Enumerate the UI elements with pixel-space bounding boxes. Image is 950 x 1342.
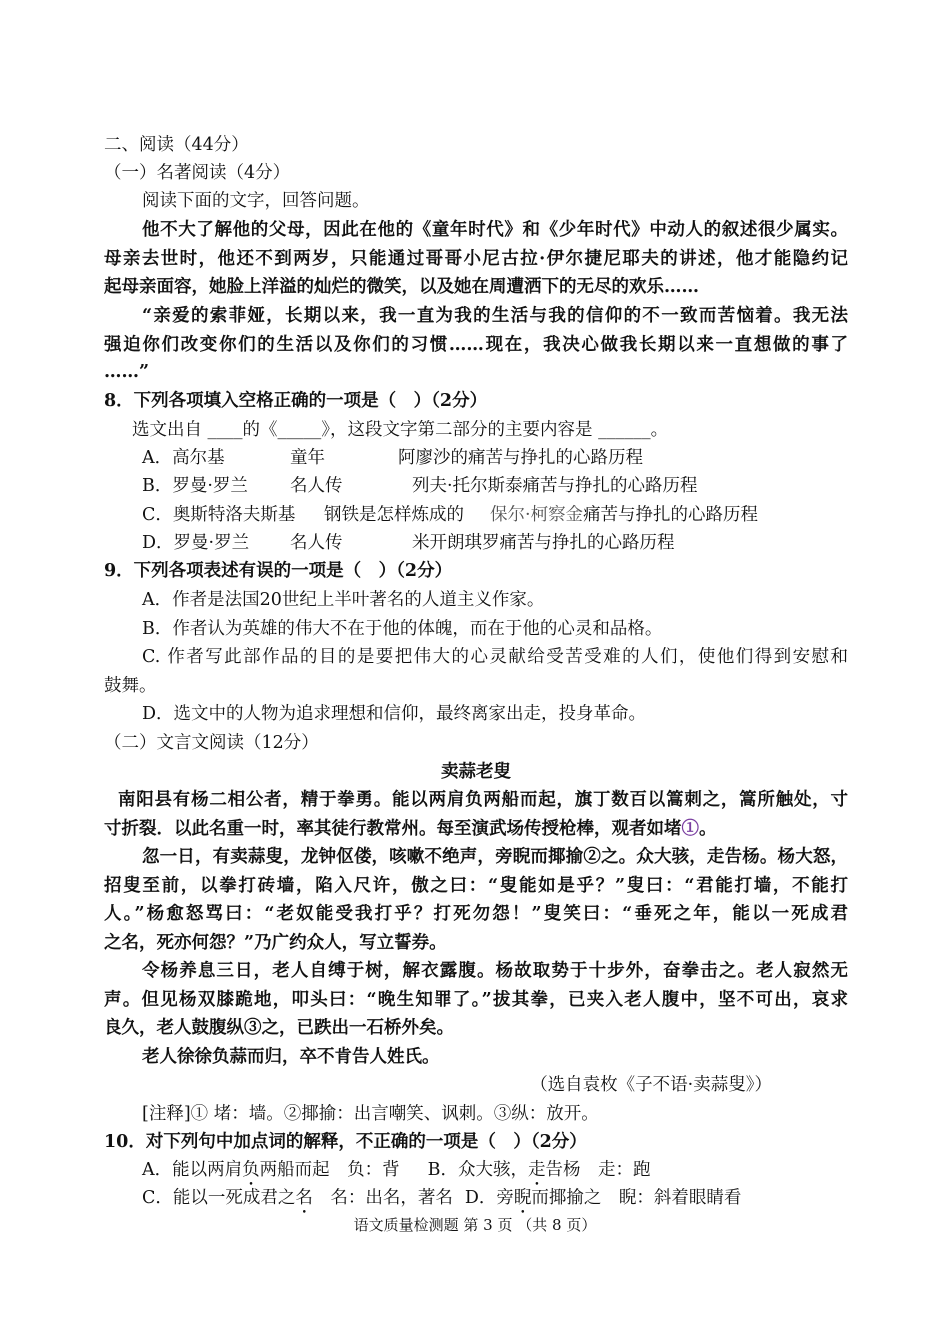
passage-line: “亲爱的索菲娅，长期以来，我一直为我的生活与我的信仰的不一致而苦恼着。我无法 bbox=[142, 306, 848, 326]
option-text: B．众大骇， bbox=[427, 1160, 529, 1180]
part2-title: （二）文言文阅读（12分） bbox=[104, 733, 319, 753]
passage-line: 强迫你们改变你们的生活以及你们的习惯……现在，我决心做我长期以来一直想做的事了 bbox=[104, 335, 848, 355]
option-label: A．高尔基 bbox=[142, 448, 225, 468]
option-content: 阿廖沙的痛苦与挣扎的心路历程 bbox=[398, 448, 643, 468]
q8-option-a bbox=[104, 444, 848, 472]
q9-option-a: A．作者是法国20世纪上半叶著名的人道主义作家。 bbox=[142, 590, 545, 610]
passage-line: 起母亲面容，她脸上洋溢的灿烂的微笑，以及她在周遭洒下的无尽的欢乐…… bbox=[104, 277, 699, 297]
part1-title: （一）名著阅读（4分） bbox=[104, 163, 291, 183]
instruction: 阅读下面的文字，回答问题。 bbox=[142, 191, 370, 211]
q9-option-c-cont: 鼓舞。 bbox=[104, 676, 157, 696]
option-content: 列夫·托尔斯泰痛苦与挣扎的心路历程 bbox=[412, 476, 698, 496]
page-footer: 语文质量检测题 第 3 页 （共 8 页） bbox=[353, 1216, 597, 1234]
option-label: D．罗曼·罗兰 bbox=[142, 533, 250, 553]
classical-line bbox=[104, 815, 848, 843]
option-label: C．奥斯特洛夫斯基 bbox=[142, 505, 296, 525]
dotted-word: 名 bbox=[295, 1188, 313, 1208]
q8-option-d bbox=[104, 529, 848, 557]
dotted-word: 睨 bbox=[513, 1188, 532, 1208]
q10-stem: 10．对下列句中加点词的解释，不正确的一项是（ ）（2分） bbox=[104, 1132, 587, 1152]
option-content-name: 保尔·柯察金 bbox=[490, 505, 584, 525]
classical-line: 老人徐徐负蒜而归，卒不肯告人姓氏。 bbox=[142, 1047, 440, 1067]
passage-line: 他不大了解他的父母，因此在他的《童年时代》和《少年时代》中动人的叙述很少属实。 bbox=[142, 220, 848, 240]
option-work: 名人传 bbox=[290, 533, 343, 553]
passage-line: 母亲去世时，他还不到两岁，只能通过哥哥小尼古拉·伊尔捷尼耶夫的讲述，他才能隐约记 bbox=[104, 249, 848, 269]
option-content: 痛苦与挣扎的心路历程 bbox=[583, 505, 759, 525]
annotations: [注释]① 堵：墙。②揶揄：出言嘲笑、讽刺。③纵：放开。 bbox=[142, 1104, 599, 1124]
q8-option-c bbox=[104, 501, 848, 529]
option-text: A．能以两肩 bbox=[142, 1160, 243, 1180]
option-content: 米开朗琪罗痛苦与挣扎的心路历程 bbox=[412, 533, 675, 553]
classical-line: 声。但见杨双膝跪地，叩头曰：“晚生知罪了。”拔其拳，已夹入老人腹中，坚不可出，哀求 bbox=[104, 990, 848, 1010]
classical-line: 招叟至前，以拳打砖墙，陷入尺许，傲之曰：“叟能如是乎？”叟曰：“君能打墙，不能打 bbox=[104, 876, 848, 896]
option-work: 童年 bbox=[290, 448, 325, 468]
essay-title: 卖蒜老叟 bbox=[441, 762, 511, 782]
classical-line: 令杨养息三日，老人自缚于树，解衣露腹。杨故取势于十步外，奋拳击之。老人寂然无 bbox=[142, 961, 848, 981]
section-heading: 二、阅读（44分） bbox=[104, 135, 249, 155]
q9-option-c: C. 作者写此部作品的目的是要把伟大的心灵献给受苦受难的人们，使他们得到安慰和 bbox=[142, 647, 848, 667]
classical-line: 良久，老人鼓腹纵③之，已跌出一石桥外矣。 bbox=[104, 1018, 454, 1038]
dotted-word: 走 bbox=[528, 1160, 546, 1180]
source-citation: （选自袁枚《子不语·卖蒜叟》） bbox=[530, 1075, 772, 1095]
classical-line: 人。”杨愈怒骂曰：“老奴能受我打乎？打死勿怨！”叟笑曰：“垂死之年，能以一死成君 bbox=[104, 904, 848, 924]
note-marker-1: ① bbox=[681, 819, 699, 839]
classical-line: 之名，死亦何怨？”乃广约众人，写立誓券。 bbox=[104, 933, 447, 953]
option-work: 钢铁是怎样炼成的 bbox=[324, 505, 464, 525]
q9-option-b: B．作者认为英雄的伟大不在于他的体魄，而在于他的心灵和品格。 bbox=[142, 619, 663, 639]
option-label: B．罗曼·罗兰 bbox=[142, 476, 248, 496]
q8-stem: 8．下列各项填入空格正确的一项是（ ）（2分） bbox=[104, 391, 488, 411]
q8-blank-line: 选文出自 ____的《_____》，这段文字第二部分的主要内容是 ______。 bbox=[132, 420, 669, 440]
option-text: 名：出名，著名 bbox=[312, 1188, 453, 1208]
option-text: 告杨 走：跑 bbox=[545, 1160, 651, 1180]
q9-stem: 9．下列各项表述有误的一项是（ ）（2分） bbox=[104, 561, 453, 581]
option-text: 两船而起 负：背 bbox=[259, 1160, 400, 1180]
classical-line: 南阳县有杨二相公者，精于拳勇。能以两肩负两船而起，旗丁数百以篙刺之，篙所触处，寸 bbox=[118, 790, 848, 810]
option-text: 而揶揄之 睨：斜着眼睛看 bbox=[531, 1188, 742, 1208]
classical-text: 寸折裂．以此名重一时，率其徒行教常州。每至演武场传授枪棒，观者如堵 bbox=[104, 819, 682, 839]
option-text: D．旁 bbox=[464, 1188, 514, 1208]
q8-option-b bbox=[104, 472, 848, 500]
dotted-word: 负 bbox=[242, 1160, 260, 1180]
passage-line: ……” bbox=[104, 362, 150, 382]
classical-line: 忽一日，有卖蒜叟，龙钟伛偻，咳嗽不绝声，旁睨而揶揄②之。众大骇，走告杨。杨大怒， bbox=[142, 847, 848, 867]
option-work: 名人传 bbox=[290, 476, 343, 496]
classical-text: 。 bbox=[699, 819, 717, 839]
q9-option-d: D．选文中的人物为追求理想和信仰，最终离家出走，投身革命。 bbox=[142, 704, 647, 724]
option-text: C．能以一死成君之 bbox=[142, 1188, 296, 1208]
